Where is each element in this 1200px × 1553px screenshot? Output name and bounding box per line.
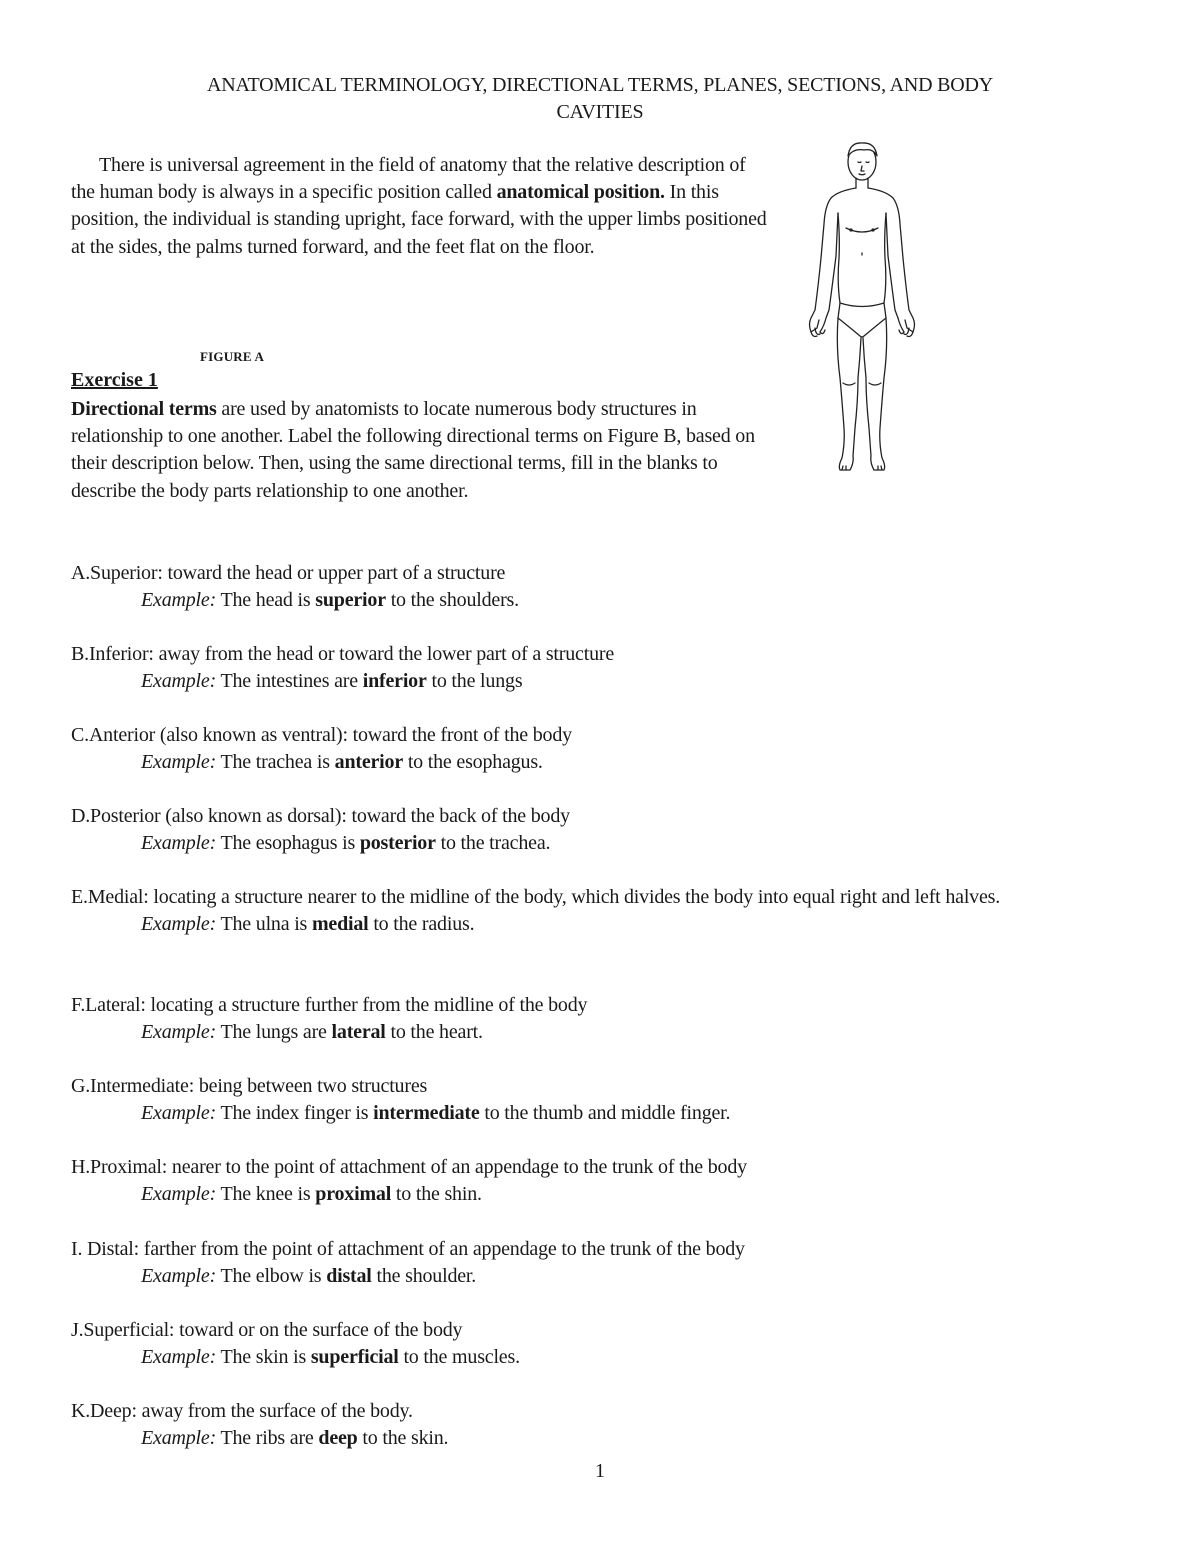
example-bold-term: medial [311, 913, 369, 935]
term-block [71, 992, 1141, 1046]
example-text-post: to the heart. [385, 1021, 483, 1043]
intro-text-2: In this position, the individual is standing upright, face forward, with the upper limbs positioned at the sides, the palms turned forward, and the feet flat on the floor. [71, 181, 767, 258]
example-label: Example: [141, 1346, 217, 1368]
example-bold-term: lateral [331, 1021, 386, 1043]
example-bold-term: superficial [310, 1346, 399, 1368]
term-definition: G.Intermediate: being between two structures [71, 1075, 428, 1097]
term-definition: K.Deep: away from the surface of the body. [71, 1400, 413, 1422]
term-block [71, 803, 1141, 857]
page-title [100, 72, 1100, 126]
example-label: Example: [141, 913, 217, 935]
example-text-post: to the shin. [391, 1183, 482, 1205]
example-text-post: to the muscles. [398, 1346, 520, 1368]
example-text-post: to the radius. [368, 913, 475, 935]
term-block [71, 1236, 1141, 1290]
term-definition: C.Anterior (also known as ventral): toward the front of the body [71, 724, 572, 746]
example-bold-term: superior [315, 589, 386, 611]
exercise-heading: Exercise 1 [71, 369, 158, 391]
term-example [71, 830, 1141, 857]
example-text-pre: The skin is [216, 1346, 311, 1368]
example-label: Example: [141, 1265, 217, 1287]
example-bold-term: inferior [362, 670, 427, 692]
example-label: Example: [141, 1021, 217, 1043]
figure-a-label: FIGURE A [200, 349, 265, 364]
example-text-pre: The lungs are [216, 1021, 332, 1043]
term-block [71, 1154, 1141, 1208]
intro-paragraph [71, 152, 771, 261]
intro-text-1: There is universal agreement in the field of anatomy that the relative description of the human body is always in a specific position called [71, 154, 746, 204]
term-example [71, 668, 1141, 695]
example-label: Example: [141, 1183, 217, 1205]
example-bold-term: proximal [315, 1183, 392, 1205]
example-label: Example: [141, 751, 217, 773]
term-definition: H.Proximal: nearer to the point of attachment of an appendage to the trunk of the body [71, 1156, 747, 1178]
term-block [71, 722, 1141, 776]
example-text-pre: The knee is [216, 1183, 316, 1205]
example-label: Example: [141, 589, 217, 611]
example-label: Example: [141, 1427, 217, 1449]
term-example [71, 1100, 1141, 1127]
term-example [71, 749, 1141, 776]
example-text-pre: The ulna is [216, 913, 312, 935]
term-block [71, 1398, 1141, 1452]
exercise-instructions [71, 396, 771, 505]
example-text-pre: The elbow is [216, 1265, 327, 1287]
example-text-post: to the skin. [357, 1427, 449, 1449]
example-bold-term: intermediate [373, 1102, 480, 1124]
example-bold-term: deep [318, 1427, 358, 1449]
term-block [71, 884, 1141, 938]
term-definition: F.Lateral: locating a structure further from the midline of the body [71, 994, 588, 1016]
page-number: 1 [595, 1460, 605, 1482]
example-text-post: to the thumb and middle finger. [479, 1102, 731, 1124]
intro-bold-term: anatomical position. [496, 181, 665, 204]
example-bold-term: posterior [359, 832, 436, 854]
example-text-pre: The head is [216, 589, 316, 611]
exercise-text: are used by anatomists to locate numerous body structures in relationship to one another. Label the following directional terms on Figure B, based on their description below. Then, using the same directional terms, fill in the blanks to describe the body parts relationship to one another. [71, 398, 755, 502]
example-text-pre: The index finger is [216, 1102, 374, 1124]
example-bold-term: distal [326, 1265, 372, 1287]
example-text-pre: The esophagus is [216, 832, 360, 854]
example-bold-term: anterior [334, 751, 404, 773]
term-example [71, 1344, 1141, 1371]
term-example [71, 1181, 1141, 1208]
term-block [71, 560, 1141, 614]
term-block [71, 1073, 1141, 1127]
anatomical-position-figure [798, 138, 928, 478]
term-definition: J.Superficial: toward or on the surface of the body [71, 1319, 463, 1341]
example-text-post: to the esophagus. [403, 751, 543, 773]
term-definition: D.Posterior (also known as dorsal): toward the back of the body [71, 805, 570, 827]
example-text-pre: The ribs are [216, 1427, 319, 1449]
example-label: Example: [141, 832, 217, 854]
example-text-post: the shoulder. [371, 1265, 477, 1287]
example-label: Example: [141, 1102, 217, 1124]
term-block [71, 1317, 1141, 1371]
term-definition: B.Inferior: away from the head or toward the lower part of a structure [71, 643, 615, 665]
example-text-post: to the lungs [426, 670, 523, 692]
term-definition: I. Distal: farther from the point of attachment of an appendage to the trunk of the body [71, 1238, 745, 1260]
term-example [71, 911, 1141, 938]
term-definition: E.Medial: locating a structure nearer to the midline of the body, which divides the body into equal right and left halves. [71, 886, 1001, 908]
term-definition: A.Superior: toward the head or upper part of a structure [71, 562, 506, 584]
example-text-pre: The trachea is [216, 751, 335, 773]
title-line-2: CAVITIES [556, 101, 644, 123]
term-example [71, 1425, 1141, 1452]
example-text-post: to the shoulders. [385, 589, 519, 611]
example-text-post: to the trachea. [435, 832, 551, 854]
term-example [71, 1263, 1141, 1290]
term-example [71, 1019, 1141, 1046]
example-label: Example: [141, 670, 217, 692]
example-text-pre: The intestines are [216, 670, 363, 692]
title-line-1: ANATOMICAL TERMINOLOGY, DIRECTIONAL TERMS, PLANES, SECTIONS, AND BODY [206, 74, 994, 96]
term-block [71, 641, 1141, 695]
exercise-bold-term: Directional terms [71, 398, 217, 420]
term-example [71, 587, 1141, 614]
